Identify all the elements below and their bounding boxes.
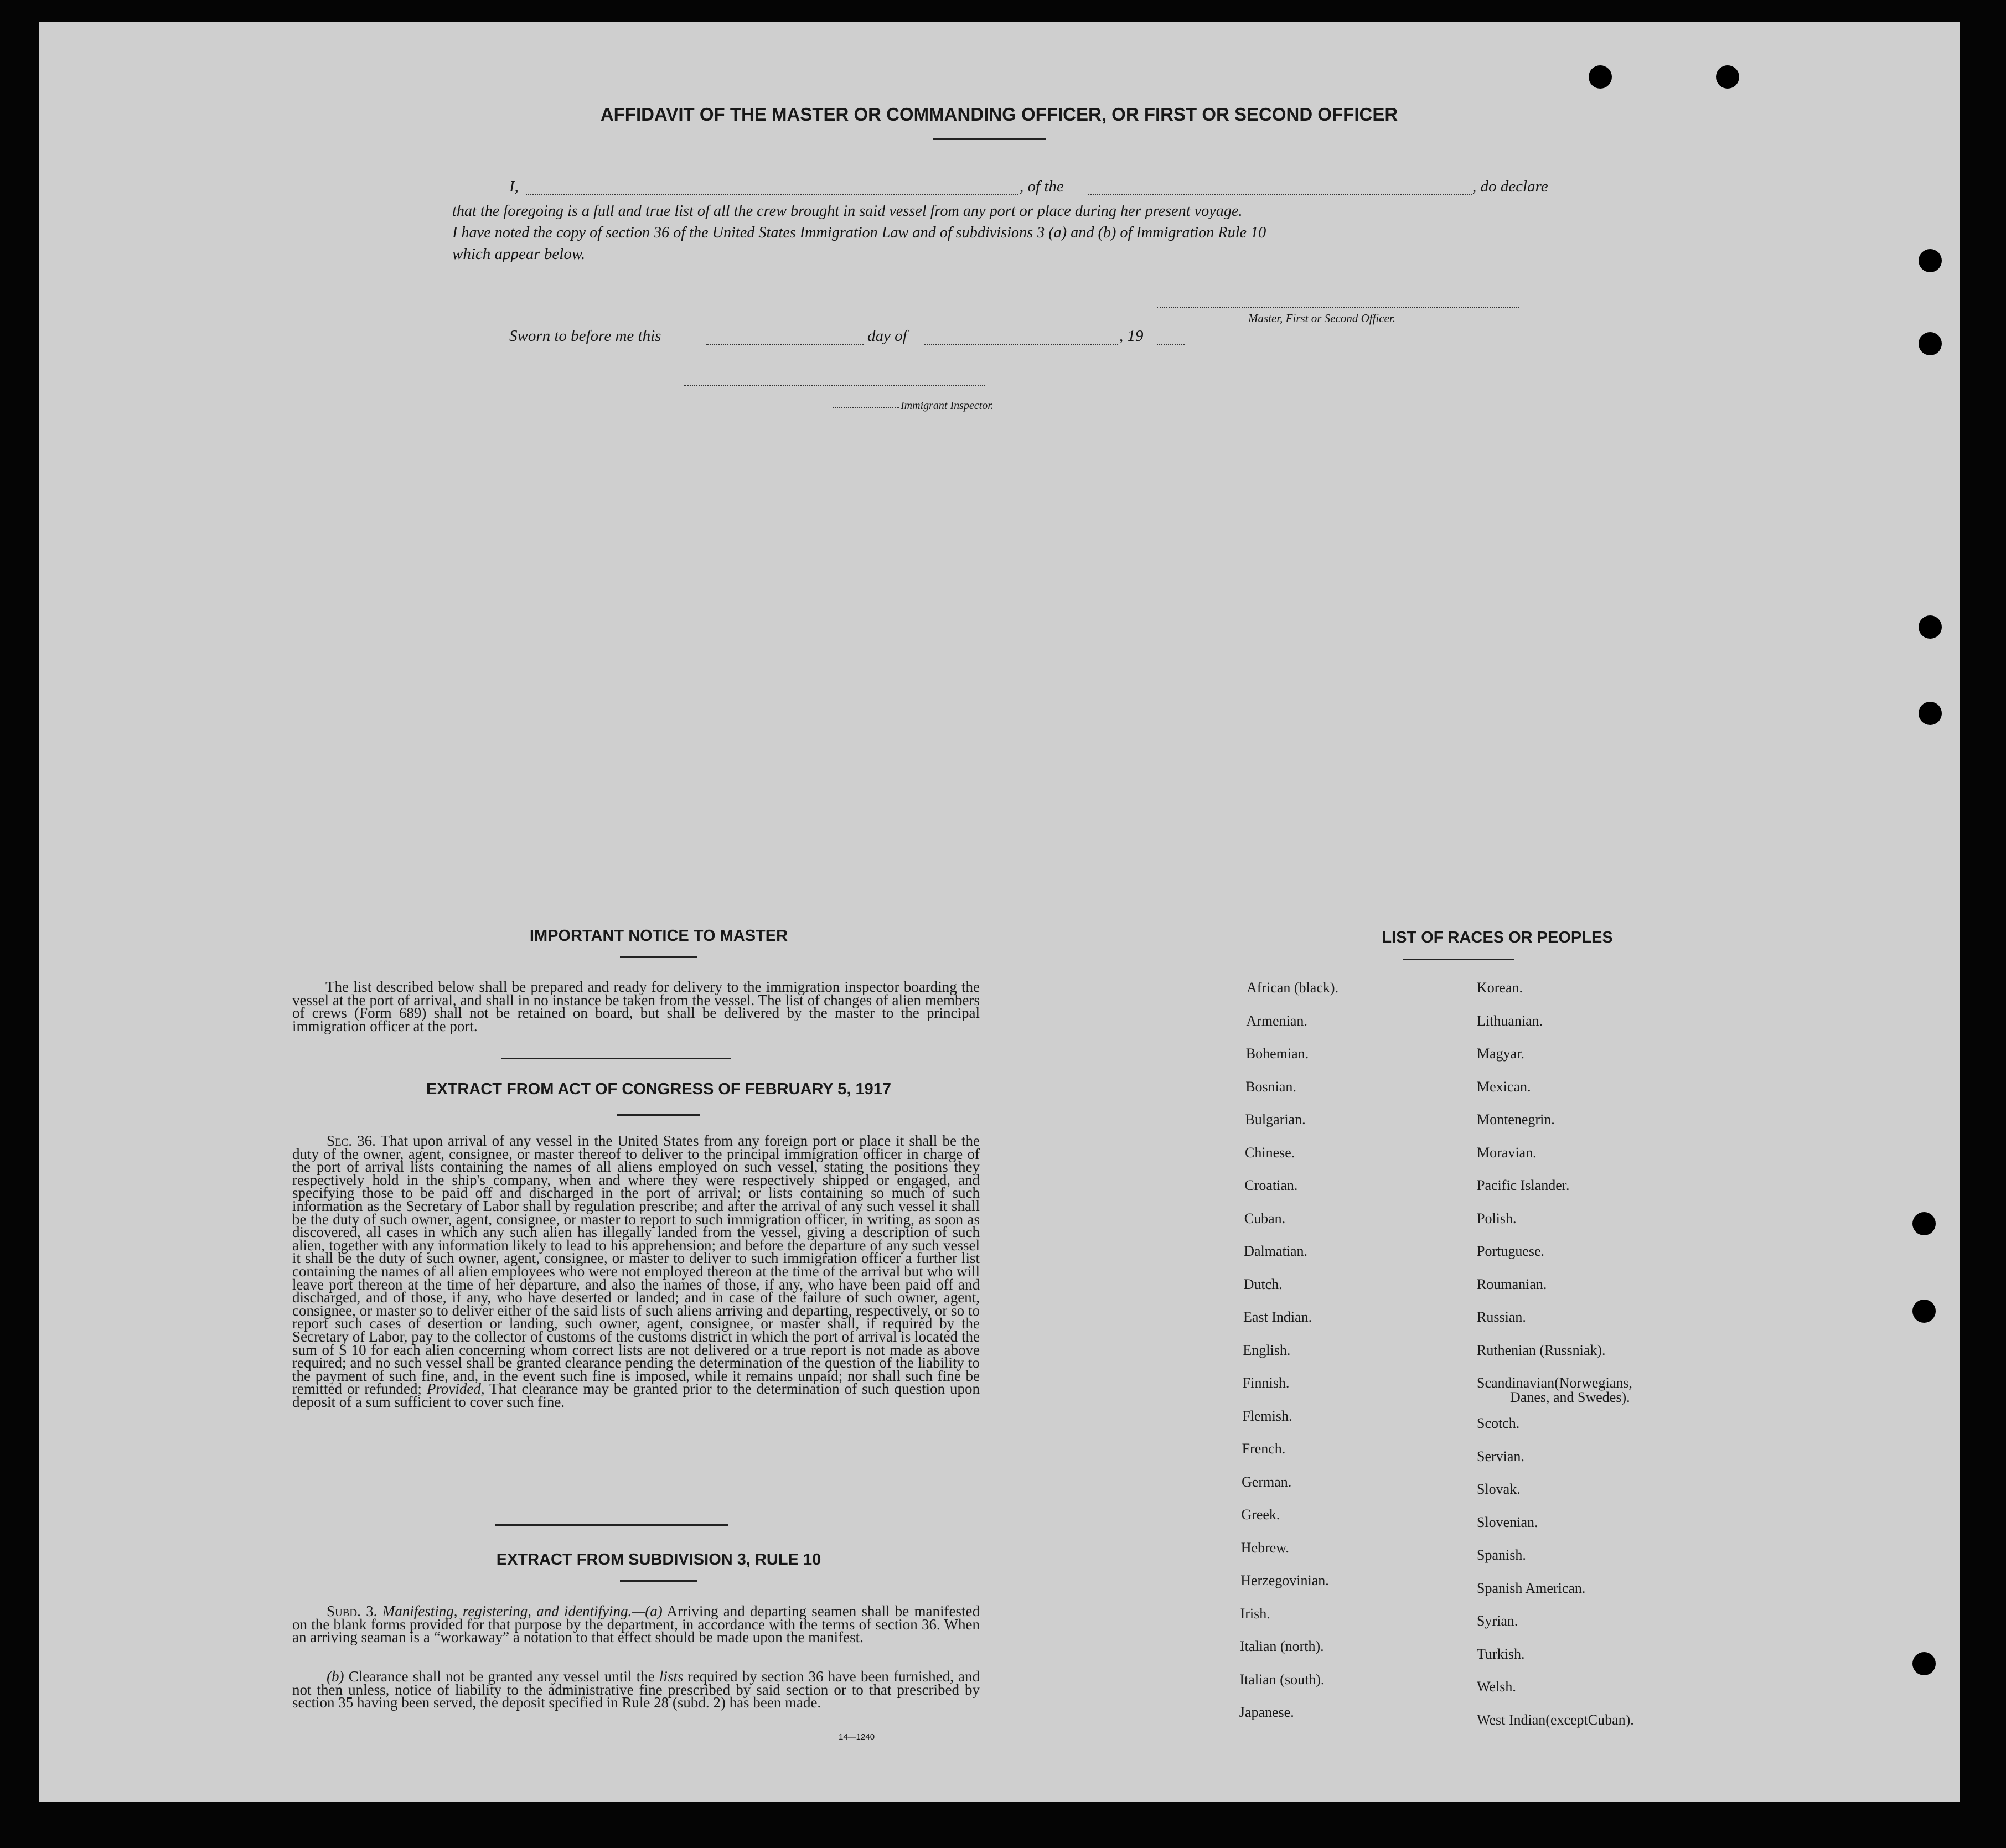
declaration-line-3: I have noted the copy of section 36 of the United States Immigration Law and of subdivisions 3 (a) and (b) of Immigration Rule 10 xyxy=(452,224,1266,241)
race-item: Turkish. xyxy=(1477,1645,1525,1662)
affidavit-title: AFFIDAVIT OF THE MASTER OR COMMANDING OFFICER, OR FIRST OR SECOND OFFICER xyxy=(600,104,1398,125)
race-item: Croatian. xyxy=(1244,1177,1298,1193)
punch-hole xyxy=(1912,1300,1936,1323)
notice-text-content: The list described below shall be prepared and ready for delivery to the immigration inspector boarding the vessel at the port of arrival, and shall in no instance be taken from the vessel. The list of changes of alien members of crews (Form 689) shall not be retained on board, but shall be delivered by the master to the principal immigration officer at the port. xyxy=(292,979,980,1034)
vessel-blank-line xyxy=(1088,194,1472,195)
declaration-line-4: which appear below. xyxy=(452,245,586,263)
extract-act-text xyxy=(292,1132,980,1410)
race-item: Italian (south). xyxy=(1239,1671,1325,1687)
race-item: Irish. xyxy=(1240,1605,1270,1622)
extract-act-title: EXTRACT FROM ACT OF CONGRESS OF FEBRUARY 5, 1917 xyxy=(426,1080,892,1098)
race-item: Lithuanian. xyxy=(1477,1012,1543,1029)
race-item: Montenegrin. xyxy=(1477,1111,1555,1127)
extract-act-divider xyxy=(495,1524,728,1526)
officer-caption: Master, First or Second Officer. xyxy=(1248,312,1395,325)
race-item: Armenian. xyxy=(1246,1012,1307,1029)
title-underline xyxy=(933,138,1046,140)
races-title-underline xyxy=(1403,959,1514,960)
race-item: Greek. xyxy=(1241,1507,1280,1523)
notice-text xyxy=(292,981,980,1033)
race-item: Spanish. xyxy=(1477,1547,1526,1563)
race-item: East Indian. xyxy=(1243,1309,1312,1325)
punch-hole xyxy=(1919,702,1942,725)
declaration-do-declare: , do declare xyxy=(1472,178,1548,195)
day-of-label: day of xyxy=(867,327,907,345)
extract-rule-text-b xyxy=(292,1670,980,1710)
race-item: Mexican. xyxy=(1477,1078,1531,1095)
race-item: Dutch. xyxy=(1243,1276,1283,1292)
race-item: Hebrew. xyxy=(1240,1539,1289,1556)
race-item: Finnish. xyxy=(1242,1375,1290,1391)
race-item: Chinese. xyxy=(1245,1144,1295,1161)
race-item: Korean. xyxy=(1477,980,1523,996)
sworn-day-blank-line xyxy=(706,344,864,345)
punch-hole xyxy=(1716,65,1739,89)
race-item: African (black). xyxy=(1247,980,1339,996)
name-blank-line xyxy=(526,194,1018,195)
race-item: English. xyxy=(1243,1342,1291,1358)
extract-act-underline xyxy=(617,1114,700,1116)
notice-title: IMPORTANT NOTICE TO MASTER xyxy=(529,927,788,945)
notice-divider xyxy=(501,1058,731,1059)
officer-signature-line xyxy=(1157,307,1519,308)
race-item: Bosnian. xyxy=(1245,1078,1296,1095)
sec-36-text-end: That clearance may be granted prior to the determination of such question upon deposit of a sum sufficient to cover such fine. xyxy=(292,1380,980,1410)
race-item: Spanish American. xyxy=(1477,1580,1586,1596)
extract-rule-title: EXTRACT FROM SUBDIVISION 3, RULE 10 xyxy=(496,1551,821,1569)
race-item: Servian. xyxy=(1477,1448,1524,1464)
race-item: Bohemian. xyxy=(1245,1045,1309,1062)
race-item: Italian (north). xyxy=(1240,1638,1324,1654)
race-item: German. xyxy=(1242,1473,1292,1490)
race-item: Polish. xyxy=(1477,1210,1517,1226)
declaration-line-2: that the foregoing is a full and true list of all the crew brought in said vessel from any port or place during her present voyage. xyxy=(452,203,1243,220)
declaration-i-label: I, xyxy=(509,178,519,195)
b-label: (b) xyxy=(327,1668,344,1685)
subd-text-b2: required by section 36 have been furnished, and not then unless, notice of liability to the administrative fine prescribed by said section or to that prescribed by section 35 having been served, the deposit specified in Rule 28 (subd. 2) has been made. xyxy=(292,1668,980,1711)
race-item: Syrian. xyxy=(1477,1613,1518,1629)
sworn-month-blank-line xyxy=(924,344,1118,345)
extract-rule-text xyxy=(292,1605,980,1644)
race-item: Magyar. xyxy=(1477,1045,1524,1062)
race-item: Dalmatian. xyxy=(1244,1243,1307,1259)
year-label: , 19 xyxy=(1119,327,1144,345)
sec-36-text: That upon arrival of any vessel in the United States from any foreign port or place it shall be the duty of the owner, agent, consignee, or master thereof to deliver to the principal immigration officer in charge of the port of arrival lists containing the names of all aliens employed on such vessel, stating the positions they respectively hold in the ship's company, when and where they were respectively shipped or engaged, and specifying those to be paid off and discharged in the port of arrival; or lists containing so much of such information as the Secretary of Labor shall by regulation prescribe; and after the arrival of any such vessel it shall be the duty of such owner, agent, consignee, or master to report to such immigration officer, in writing, as soon as discovered, all cases in which any such alien has illegally landed from the vessel, giving a description of such alien, together with any information likely to lead to his apprehension; and before the departure of any such vessel it shall be the duty of such owner, agent, consignee, or master to deliver to such immigration officer a further list containing the names of all alien employees who were not employed thereon at the time of the arrival but who will leave port thereon at the time of her departure, and also the names of those, if any, who have been paid off and discharged, and of those, if any, who have deserted or landed; and in case of the failure of such owner, agent, consignee, or master so to deliver either of the said lists of such aliens arriving and departing, respectively, or so to report such cases of desertion or landing, such owner, agent, consignee, or master shall, if required by the Secretary of Labor, pay to the collector of customs of the customs district in which the port of arrival is located the sum of $ 10 for each alien concerning whom correct lists are not delivered or a true report is not made as above required; and no such vessel shall be granted clearance pending the determination of the question of the liability to the payment of such fine, and, in the event such fine is imposed, while it remains unpaid; nor shall such fine be remitted or refunded; xyxy=(292,1132,980,1397)
race-item: Japanese. xyxy=(1239,1704,1294,1720)
inspector-caption: Immigrant Inspector. xyxy=(901,400,994,412)
race-item: Danes, and Swedes). xyxy=(1510,1389,1630,1405)
race-item: Slovak. xyxy=(1477,1481,1521,1497)
race-item: Herzegovinian. xyxy=(1240,1572,1329,1588)
provided-label: Provided, xyxy=(426,1380,485,1397)
race-item: Moravian. xyxy=(1477,1144,1537,1161)
race-item: Bulgarian. xyxy=(1245,1111,1306,1127)
race-item: French. xyxy=(1242,1441,1286,1457)
race-item: Scotch. xyxy=(1477,1415,1520,1431)
punch-hole xyxy=(1589,65,1612,89)
race-item: Cuban. xyxy=(1244,1210,1286,1226)
form-number: 14—1240 xyxy=(839,1732,875,1742)
race-item: Roumanian. xyxy=(1477,1276,1547,1292)
notice-title-underline xyxy=(620,956,697,958)
race-item: Welsh. xyxy=(1477,1679,1516,1695)
race-item: Pacific Islander. xyxy=(1477,1177,1570,1193)
race-item: Flemish. xyxy=(1242,1407,1292,1424)
subd-label: Subd. 3. xyxy=(327,1603,378,1619)
punch-hole xyxy=(1919,249,1942,272)
punch-hole xyxy=(1919,332,1942,355)
race-item: Slovenian. xyxy=(1477,1514,1538,1530)
subd-heading: Manifesting, registering, and identifying.—(a) xyxy=(382,1603,663,1619)
sec-label: Sec. 36. xyxy=(327,1132,376,1149)
inspector-signature-line xyxy=(684,385,985,386)
race-item: Scandinavian(Norwegians, xyxy=(1477,1375,1632,1391)
sworn-year-blank-line xyxy=(1157,344,1185,345)
race-item: West Indian(exceptCuban). xyxy=(1477,1711,1634,1728)
punch-hole xyxy=(1912,1652,1936,1675)
race-item: Ruthenian (Russniak). xyxy=(1477,1342,1606,1358)
sworn-label: Sworn to before me this xyxy=(509,327,661,345)
punch-hole xyxy=(1919,615,1942,639)
subd-text-a: Arriving and departing seamen shall be manifested on the blank forms provided for that purpose by the department, in accordance with the terms of section 36. When an arriving seaman is a “workaway” a notation to that effect should be made upon the manifest. xyxy=(292,1603,980,1646)
race-item: Russian. xyxy=(1477,1309,1526,1325)
inspector-caption-leader xyxy=(833,407,899,408)
document-sheet xyxy=(39,22,1960,1802)
subd-text-b1: Clearance shall not be granted any vessel until the xyxy=(348,1668,655,1685)
races-title: LIST OF RACES OR PEOPLES xyxy=(1382,929,1613,946)
race-item: Portuguese. xyxy=(1477,1243,1545,1259)
extract-rule-underline xyxy=(620,1580,697,1582)
punch-hole xyxy=(1912,1212,1936,1235)
lists-word: lists xyxy=(659,1668,684,1685)
declaration-of-the-label: , of the xyxy=(1020,178,1064,195)
